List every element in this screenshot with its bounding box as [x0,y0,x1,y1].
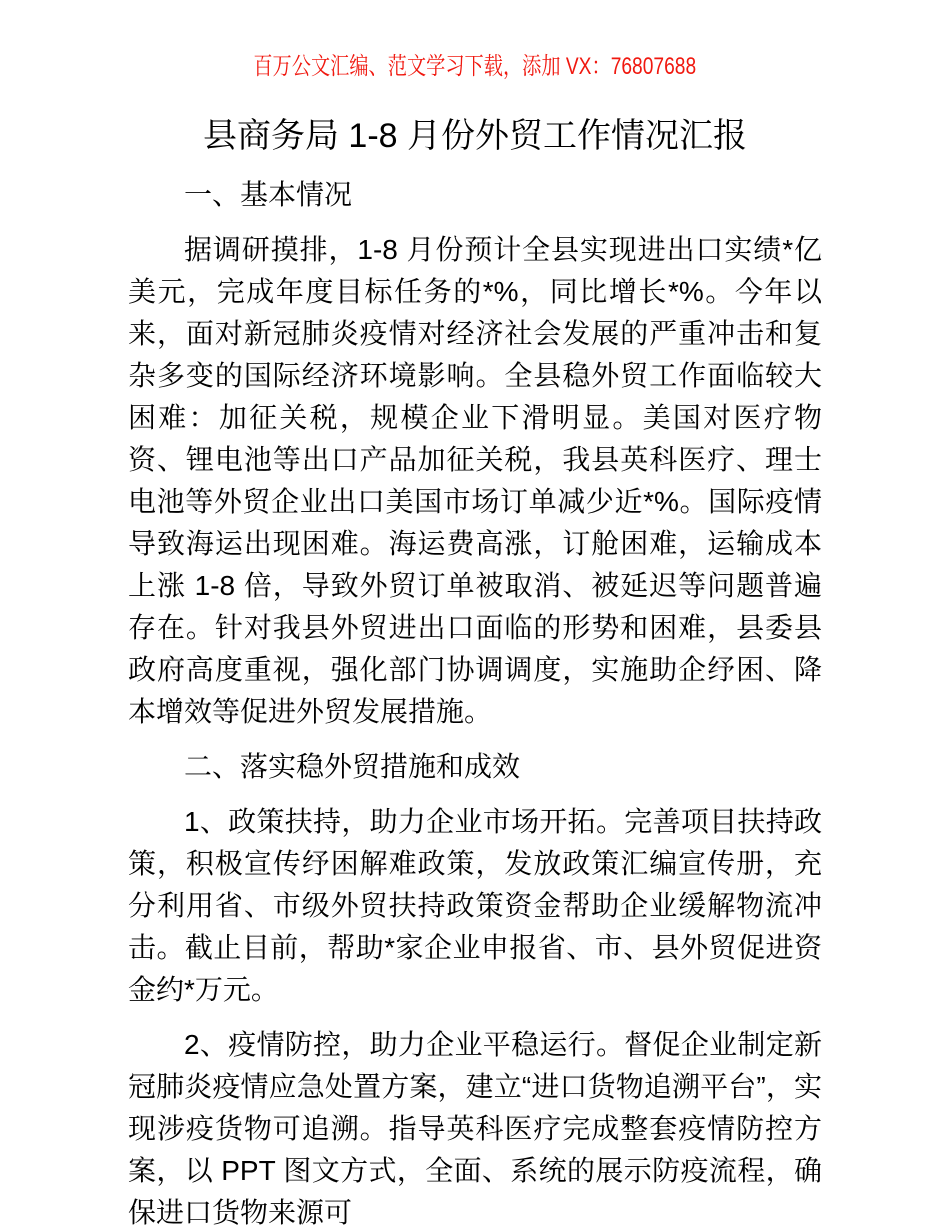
paragraph-epidemic-prevention: 2、疫情防控，助力企业平稳运行。督促企业制定新冠肺炎疫情应急处置方案，建立“进口货物追溯平台”，实现涉疫货物可追溯。指导英科医疗完成整套疫情防控方案，以 PPT 图文方式，全面、系统的展示防疫流程，确保进口货物来源可 [128,1029,822,1228]
paragraph-policy-support: 1、政策扶持，助力企业市场开拓。完善项目扶持政策，积极宣传纾困解难政策，发放政策汇编宣传册，充分利用省、市级外贸扶持政策资金帮助企业缓解物流冲击。截止目前，帮助*家企业申报省、市、县外贸促进资金约*万元。 [128,806,822,1005]
section-heading-measures-results: 二、落实稳外贸措施和成效 [184,751,521,782]
paragraph-basic-situation: 据调研摸排，1-8 月份预计全县实现进出口实绩*亿美元，完成年度目标任务的*%，同比增长*%。今年以来，面对新冠肺炎疫情对经济社会发展的严重冲击和复杂多变的国际经济环境影响。全县稳外贸工作面临较大困难：加征关税，规模企业下滑明显。美国对医疗物资、锂电池等出口产品加征关税，我县英科医疗、理士电池等外贸企业出口美国市场订单减少近*%。国际疫情导致海运出现困难。海运费高涨，订舱困难，运输成本上涨 1-8 倍，导致外贸订单被取消、被延迟等问题普遍存在。针对我县外贸进出口面临的形势和困难，县委县政府高度重视，强化部门协调调度，实施助企纾困、降本增效等促进外贸发展措施。 [128,234,822,727]
document-title: 县商务局 1-8 月份外贸工作情况汇报 [202,117,748,155]
section-heading-basic-situation: 一、基本情况 [184,179,353,210]
promo-watermark [128,52,822,82]
promo-watermark-text: 百万公文汇编、范文学习下载，添加 VX：76807688 [253,53,697,80]
